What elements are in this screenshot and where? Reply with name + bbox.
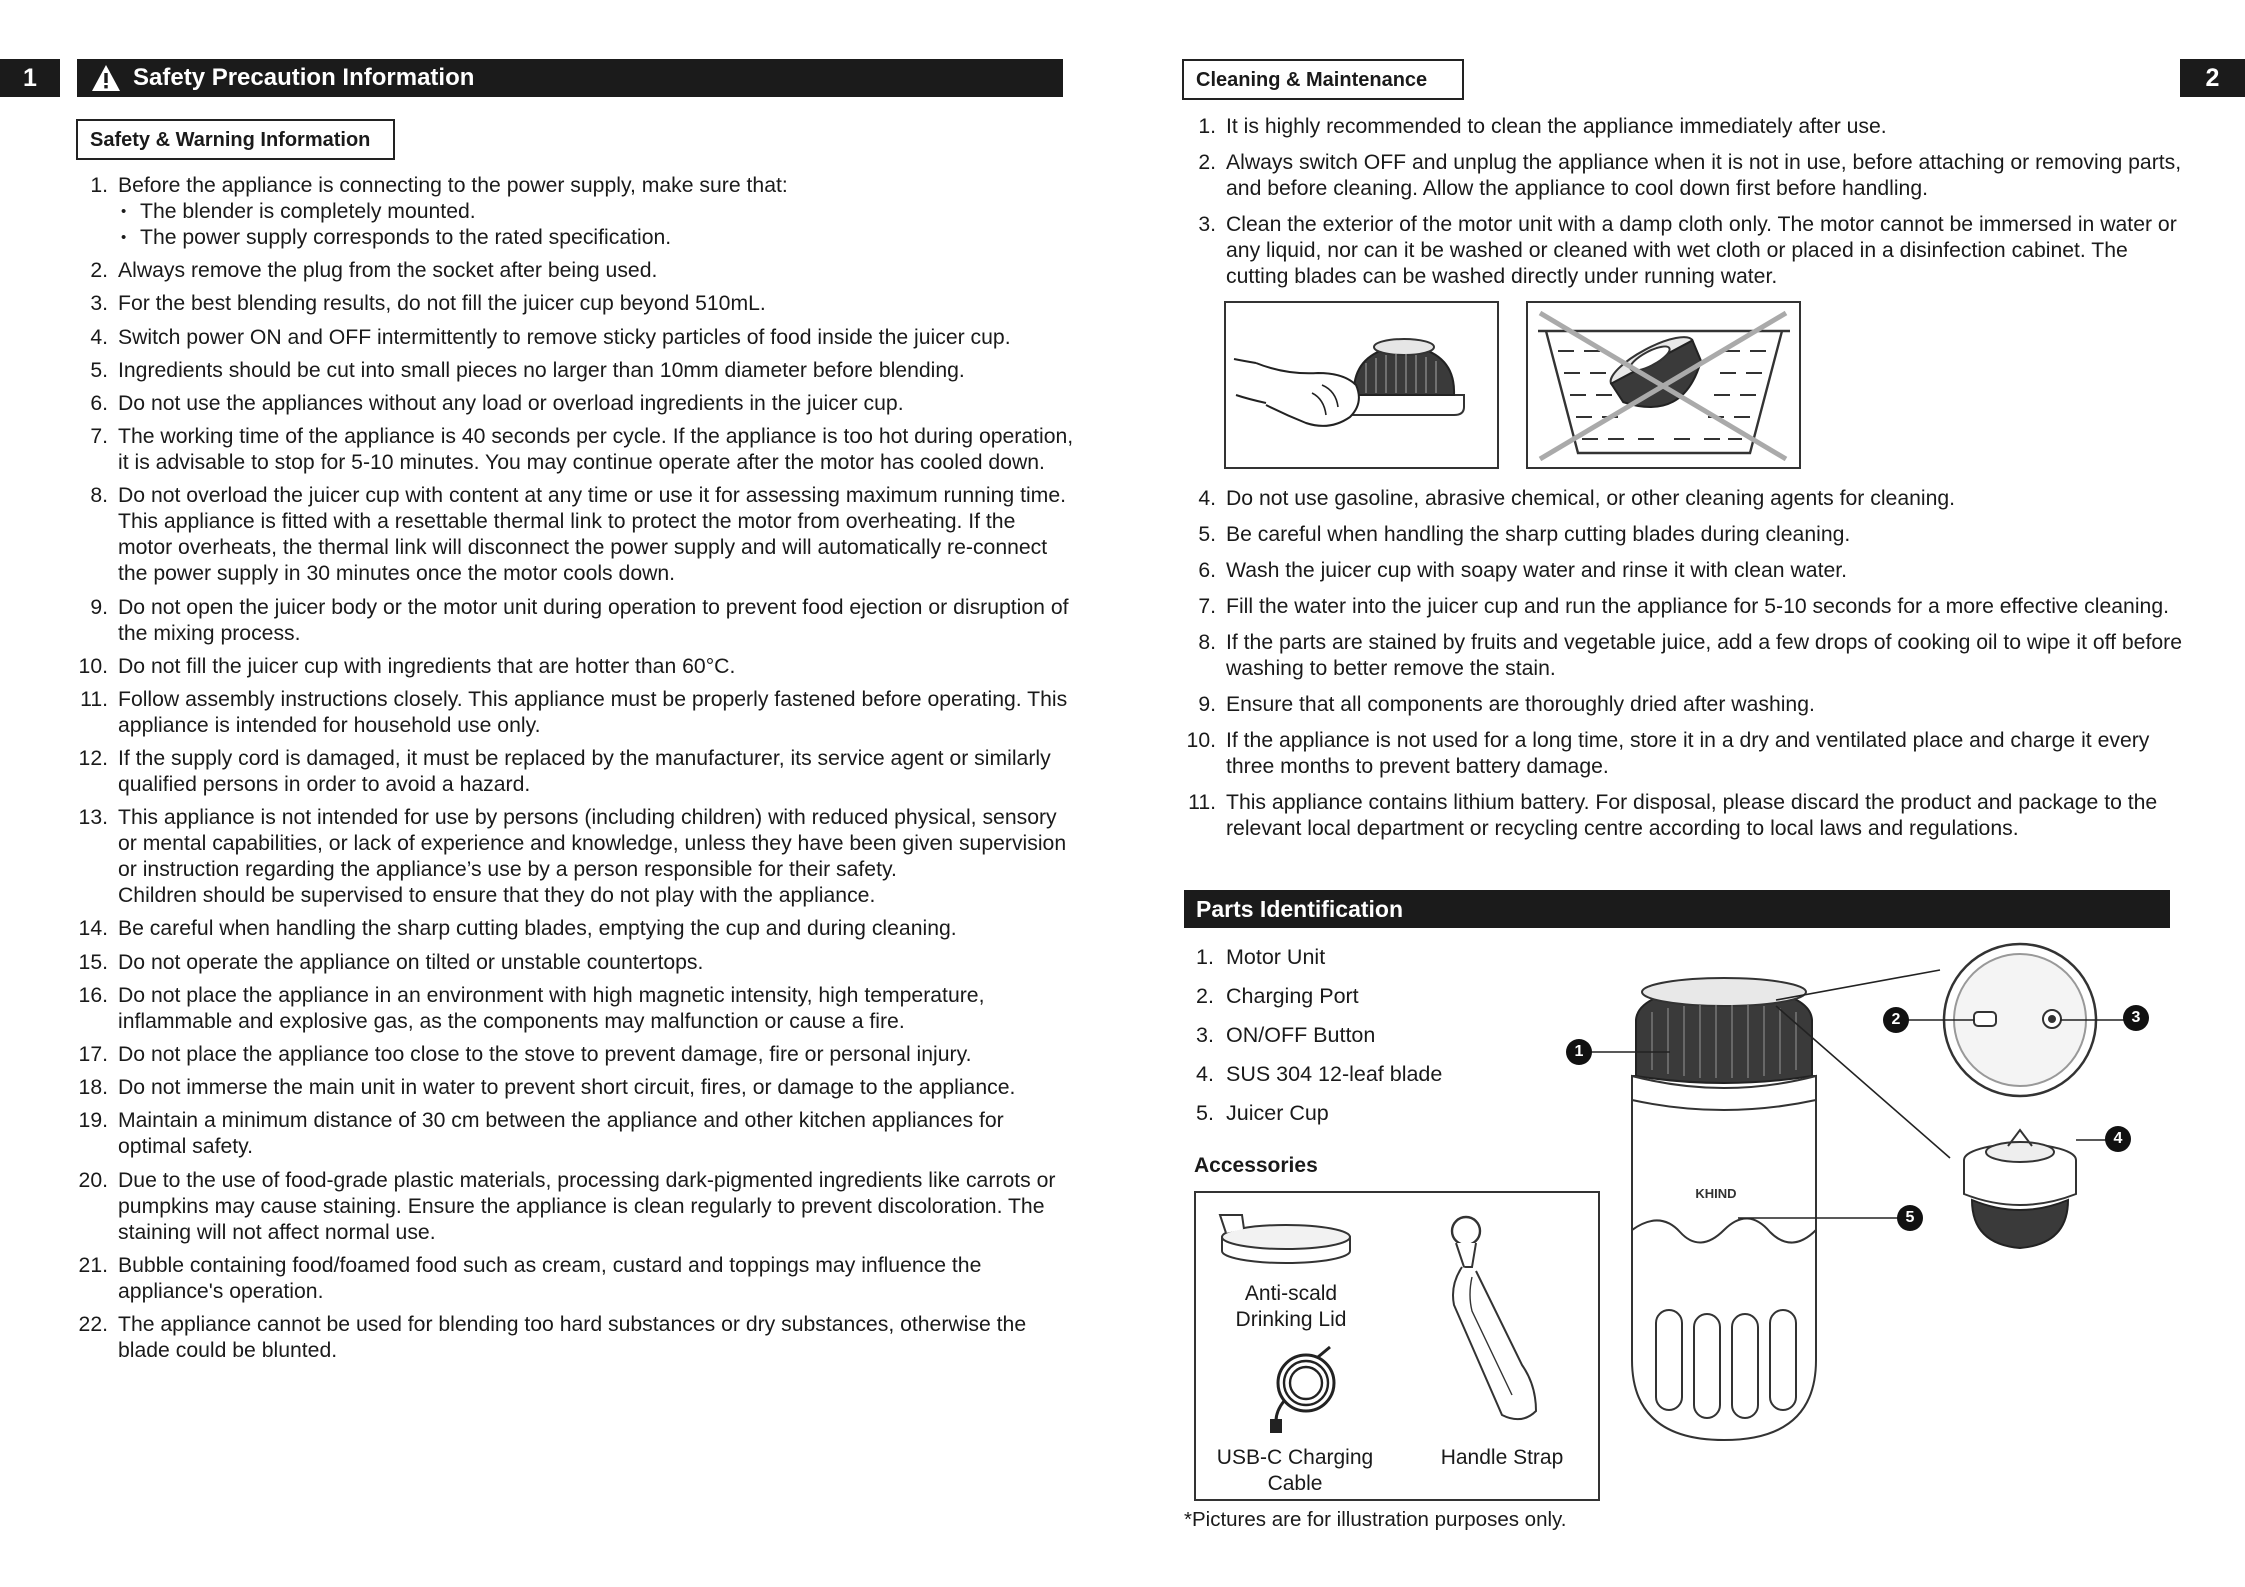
item-text: Do not fill the juicer cup with ingredients that are hotter than 60°C.	[118, 654, 736, 678]
list-item	[1182, 692, 2182, 718]
list-item	[1182, 594, 2182, 620]
list-item	[74, 1108, 1074, 1160]
item-text: Ensure that all components are thoroughly dried after washing.	[1226, 693, 1815, 716]
callout-3: 3	[2123, 1005, 2149, 1031]
warning-triangle-icon	[91, 64, 121, 92]
item-number: 14.	[78, 917, 108, 941]
list-item	[1182, 522, 2182, 548]
item-text: Do not place the appliance too close to the stove to prevent damage, fire or personal injury.	[118, 1043, 972, 1066]
item-number: 17.	[78, 1043, 108, 1066]
item-text: For the best blending results, do not fill the juicer cup beyond 510mL.	[118, 292, 766, 316]
item-number: 3.	[1198, 213, 1216, 236]
callout-4: 4	[2105, 1126, 2131, 1152]
list-item	[74, 1312, 1074, 1364]
item-text: Do not operate the appliance on tilted or unstable countertops.	[118, 950, 704, 974]
list-item	[74, 424, 1074, 476]
safety-banner-title: Safety Precaution Information	[133, 64, 475, 91]
part-item	[1196, 977, 1576, 1016]
item-number: 4.	[1198, 487, 1216, 510]
list-item	[1182, 212, 2182, 290]
item-number: 20.	[78, 1168, 108, 1192]
list-item	[74, 805, 1074, 909]
item-number: 1.	[1198, 115, 1216, 138]
no-immersion-illustration	[1526, 301, 1801, 469]
item-text: The working time of the appliance is 40 seconds per cycle. If the appliance is too hot during operation, it is advisable to stop for 5-10 minutes. You may continue operate after the motor has cooled down.	[118, 425, 1074, 475]
part-label: ON/OFF Button	[1226, 1023, 1376, 1047]
item-number: 16.	[78, 983, 108, 1007]
item-text: If the parts are stained by fruits and vegetable juice, add a few drops of cooking oil to wipe it off before washing to better remove the stain.	[1226, 631, 2182, 680]
list-item	[74, 483, 1074, 587]
callout-2: 2	[1883, 1007, 1909, 1033]
cup-brand-logo: KHIND	[1695, 1186, 1737, 1201]
item-number: 8.	[1198, 631, 1216, 654]
item-text: It is highly recommended to clean the appliance immediately after use.	[1226, 115, 1887, 138]
item-text: Be careful when handling the sharp cutting blades, emptying the cup and during cleaning.	[118, 917, 957, 941]
part-number: 2.	[1196, 984, 1214, 1008]
item-number: 19.	[78, 1109, 108, 1133]
usb-cable-icon	[1258, 1345, 1348, 1435]
wipe-cloth-illustration	[1224, 301, 1499, 469]
item-text: Be careful when handling the sharp cutting blades during cleaning.	[1226, 523, 1851, 546]
strap-label: Handle Strap	[1440, 1446, 1564, 1469]
list-item	[74, 325, 1074, 351]
cleaning-list-b	[1182, 486, 2182, 852]
item-text: This appliance is not intended for use by persons (including children) with reduced physical, sensory or mental capabilities, or lack of experience and knowledge, unless they have been given supervision or instruction regarding the appliance’s use by a person responsible for their safety.	[118, 806, 1067, 882]
item-number: 11.	[80, 687, 108, 711]
sub-item: • The power supply corresponds to the rated specification.	[118, 225, 1074, 251]
list-item	[74, 687, 1074, 739]
item-text: Do not overload the juicer cup with content at any time or use it for assessing maximum running time. This appliance is fitted with a resettable thermal link to protect the motor from overheating. If the motor overheats, the thermal link will disconnect the power supply and will automatically re-connect the power supply in 30 minutes once the motor cools down.	[118, 484, 1066, 586]
list-item	[74, 595, 1074, 647]
item-number: 3.	[90, 292, 108, 316]
item-text: The appliance cannot be used for blending too hard substances or dry substances, otherwise the blade could be blunted.	[118, 1312, 1027, 1362]
item-number: 6.	[1198, 559, 1216, 582]
item-number: 8.	[90, 484, 108, 508]
list-item	[74, 746, 1074, 798]
item-text: Always switch OFF and unplug the appliance when it is not in use, before attaching or removing parts, and before cleaning. Allow the appliance to cool down first before handling.	[1226, 151, 2182, 200]
item-text: Fill the water into the juicer cup and run the appliance for 5-10 seconds for a more effective cleaning.	[1226, 595, 2169, 618]
item-text: Do not use the appliances without any load or overload ingredients in the juicer cup.	[118, 391, 904, 415]
item-text: Before the appliance is connecting to the power supply, make sure that:	[118, 174, 788, 197]
accessories-title: Accessories	[1194, 1154, 1318, 1177]
list-item	[74, 1042, 1074, 1068]
list-item	[74, 1168, 1074, 1246]
part-item	[1196, 938, 1576, 977]
item-text: Do not open the juicer body or the motor unit during operation to prevent food ejection or disruption of the mixing process.	[118, 595, 1069, 645]
item-number: 18.	[78, 1076, 108, 1100]
list-item	[74, 358, 1074, 384]
item-number: 15.	[78, 950, 108, 974]
cleaning-list-a	[1182, 114, 2182, 300]
part-item	[1196, 1016, 1576, 1055]
item-text: This appliance contains lithium battery. For disposal, please discard the product and package to the relevant local department or recycling centre according to local laws and regulations.	[1226, 791, 2158, 840]
list-item	[74, 1253, 1074, 1305]
list-item	[1182, 150, 2182, 202]
list-item	[74, 391, 1074, 417]
item-number: 1.	[90, 174, 108, 197]
list-item	[1182, 630, 2182, 682]
accessories-box	[1194, 1191, 1600, 1501]
part-number: 1.	[1196, 945, 1214, 969]
item-text: Do not place the appliance in an environment with high magnetic intensity, high temperature, inflammable and explosive gas, as the components may malfunction or cause a fire.	[118, 983, 985, 1033]
part-number: 4.	[1196, 1062, 1214, 1086]
item-number: 21.	[78, 1253, 108, 1277]
item-text: Bubble containing food/foamed food such as cream, custard and toppings may influence the appliance's operation.	[118, 1253, 982, 1303]
callout-5: 5	[1897, 1205, 1923, 1231]
list-item	[74, 258, 1074, 284]
list-item	[1182, 728, 2182, 780]
callout-1: 1	[1566, 1039, 1592, 1065]
part-label: Juicer Cup	[1226, 1101, 1329, 1125]
parts-list	[1196, 938, 1576, 1133]
item-text: Do not use gasoline, abrasive chemical, or other cleaning agents for cleaning.	[1226, 487, 1956, 510]
page-number-right: 2	[2180, 59, 2245, 97]
item-number: 9.	[90, 595, 108, 619]
item-number: 12.	[78, 747, 108, 771]
item-number: 7.	[1198, 595, 1216, 618]
part-label: Charging Port	[1226, 984, 1359, 1008]
part-number: 5.	[1196, 1101, 1214, 1125]
list-item	[74, 950, 1074, 976]
part-label: SUS 304 12-leaf blade	[1226, 1062, 1443, 1086]
item-number: 5.	[90, 358, 108, 382]
list-item	[74, 983, 1074, 1035]
item-continuation: Children should be supervised to ensure that they do not play with the appliance.	[118, 884, 876, 908]
illustration-footnote: *Pictures are for illustration purposes only.	[1184, 1508, 1567, 1531]
item-number: 10.	[1186, 729, 1216, 752]
item-number: 13.	[78, 806, 108, 830]
item-number: 9.	[1198, 693, 1216, 716]
list-item	[74, 1075, 1074, 1101]
item-number: 11.	[1188, 791, 1216, 814]
item-text: Clean the exterior of the motor unit with a damp cloth only. The motor cannot be immersed in water or any liquid, nor can it be washed or cleaned with wet cloth or placed in a disinfection cabinet. The cutting blades can be washed directly under running water.	[1226, 213, 2177, 288]
list-item	[1182, 790, 2182, 842]
item-number: 6.	[90, 391, 108, 415]
part-item	[1196, 1055, 1576, 1094]
item-number: 4.	[90, 325, 108, 349]
list-item	[1182, 558, 2182, 584]
item-text: Maintain a minimum distance of 30 cm between the appliance and other kitchen appliances for optimal safety.	[118, 1109, 1004, 1159]
item-text: Switch power ON and OFF intermittently to remove sticky particles of food inside the juicer cup.	[118, 325, 1011, 349]
part-item	[1196, 1094, 1576, 1133]
item-text: Follow assembly instructions closely. This appliance must be properly fastened before operating. This appliance is intended for household use only.	[118, 687, 1068, 737]
cleaning-title: Cleaning & Maintenance	[1182, 59, 1464, 100]
item-text: If the supply cord is damaged, it must be replaced by the manufacturer, its service agent or similarly qualified persons in order to avoid a hazard.	[118, 747, 1051, 797]
item-number: 5.	[1198, 523, 1216, 546]
item-number: 7.	[90, 425, 108, 449]
safety-list	[74, 173, 1074, 1371]
parts-banner: Parts Identification	[1184, 890, 2170, 928]
item-number: 10.	[78, 654, 108, 678]
item-text: Do not immerse the main unit in water to prevent short circuit, fires, or damage to the appliance.	[118, 1076, 1016, 1100]
list-item	[74, 916, 1074, 942]
item-number: 2.	[1198, 151, 1216, 174]
list-item	[1182, 114, 2182, 140]
page-number-left: 1	[0, 59, 60, 97]
item-text: If the appliance is not used for a long time, store it in a dry and ventilated place and charge it every three months to prevent battery damage.	[1226, 729, 2150, 778]
item-number: 2.	[90, 259, 108, 283]
safety-banner	[77, 59, 1063, 97]
item-text: Wash the juicer cup with soapy water and rinse it with clean water.	[1226, 559, 1848, 582]
lid-label: Anti-scald Drinking Lid	[1235, 1282, 1347, 1331]
item-text: Always remove the plug from the socket after being used.	[118, 259, 658, 283]
list-item	[74, 654, 1074, 680]
drinking-lid-icon	[1216, 1207, 1356, 1275]
sub-item: • The blender is completely mounted.	[118, 199, 1074, 225]
item-number: 22.	[78, 1312, 108, 1336]
list-item	[1182, 486, 2182, 512]
list-item	[74, 291, 1074, 317]
part-number: 3.	[1196, 1023, 1214, 1047]
list-item	[74, 173, 1074, 251]
safety-warning-subtitle: Safety & Warning Information	[76, 119, 395, 160]
juicer-parts-diagram	[1560, 930, 2160, 1450]
part-label: Motor Unit	[1226, 945, 1326, 969]
cable-label: USB-C Charging Cable	[1216, 1446, 1374, 1495]
handle-strap-icon	[1432, 1215, 1552, 1425]
item-text: Due to the use of food-grade plastic materials, processing dark-pigmented ingredients like carrots or pumpkins may cause staining. Ensure the appliance is clean regularly to prevent discoloration. The staining will not affect normal use.	[118, 1168, 1056, 1244]
item-text: Ingredients should be cut into small pieces no larger than 10mm diameter before blending.	[118, 358, 965, 382]
